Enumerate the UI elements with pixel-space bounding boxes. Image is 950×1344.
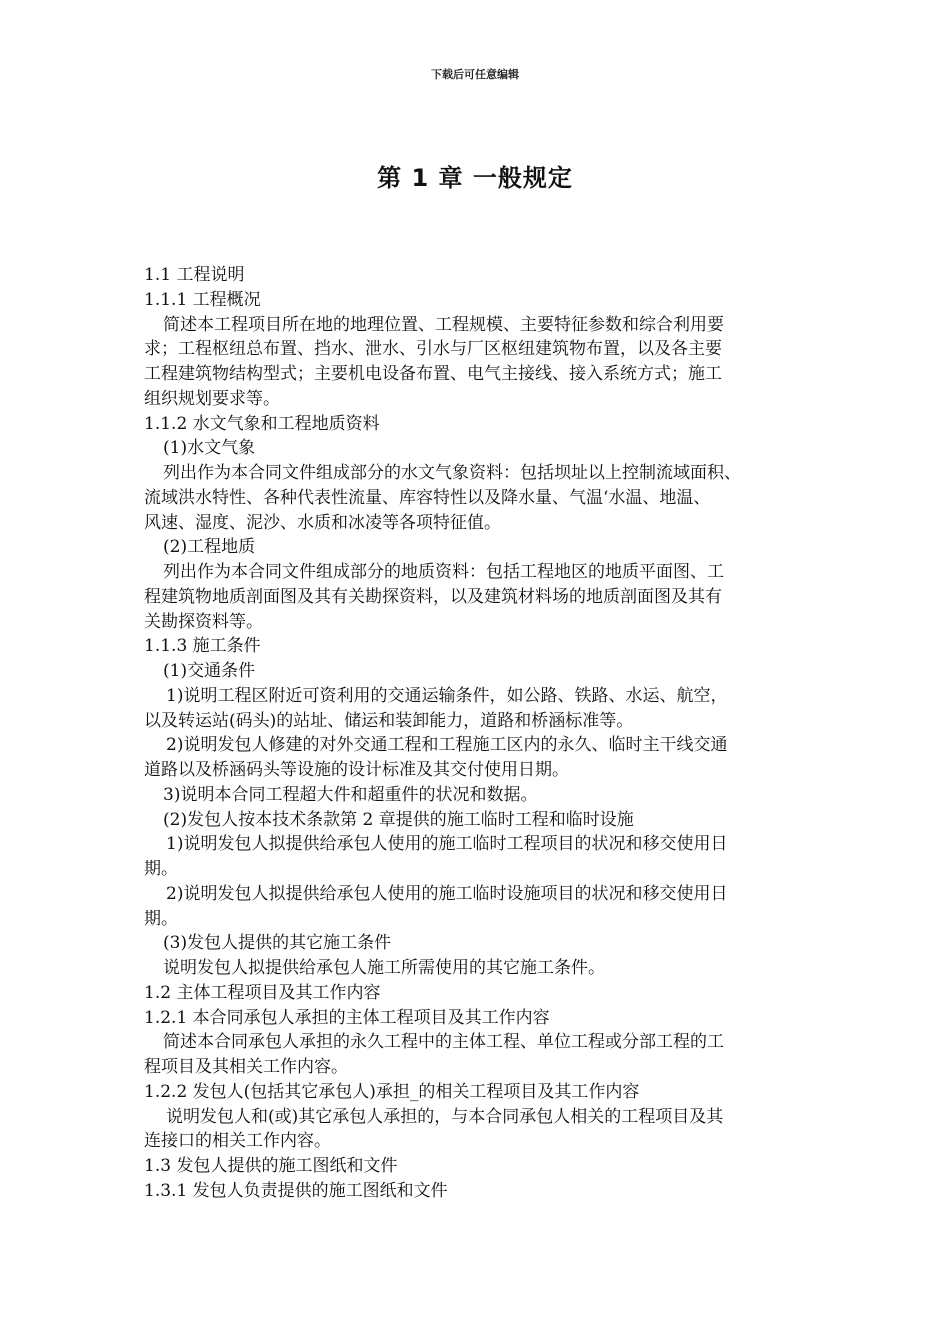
text-line: 期。 <box>144 908 178 929</box>
text-line: 2)说明发包人拟提供给承包人使用的施工临时设施项目的状况和移交使用日 <box>166 883 728 904</box>
text-line: 2)说明发包人修建的对外交通工程和工程施工区内的永久、临时主干线交通 <box>166 735 728 756</box>
text-line: 1.3 发包人提供的施工图纸和文件 <box>144 1156 398 1176</box>
text-line: 1)说明工程区附近可资利用的交通运输条件，如公路、铁路、水运、航空， <box>166 685 728 706</box>
text-line: 1.1.2 水文气象和工程地质资料 <box>144 413 380 434</box>
text-line: 1.1 工程说明 <box>144 265 245 285</box>
text-line: 1.3.1 发包人负责提供的施工图纸和文件 <box>144 1180 448 1201</box>
text-line: 1.2 主体工程项目及其工作内容 <box>144 982 381 1003</box>
text-line: 程项目及其相关工作内容。 <box>144 1057 348 1077</box>
text-line: 说明发包人和(或)其它承包人承担的，与本合同承包人相关的工程项目及其 <box>166 1106 724 1127</box>
text-line: 关勘探资料等。 <box>144 611 263 632</box>
text-line: 求；工程枢纽总布置、挡水、泄水、引水与厂区枢纽建筑物布置，以及各主要 <box>144 339 722 360</box>
text-line: 1)说明发包人拟提供给承包人使用的施工临时工程项目的状况和移交使用日 <box>166 834 728 855</box>
text-line: (1)水文气象 <box>163 438 256 459</box>
text-line: 简述本合同承包人承担的永久工程中的主体工程、单位工程或分部工程的工 <box>163 1032 724 1053</box>
text-line: 1.1.3 施工条件 <box>144 636 261 657</box>
text-line: 道路以及桥涵码头等设施的设计标准及其交付使用日期。 <box>144 760 569 780</box>
text-line: 1.2.1 本合同承包人承担的主体工程项目及其工作内容 <box>144 1007 550 1028</box>
text-line: 连接口的相关工作内容。 <box>144 1131 331 1152</box>
text-line: 期。 <box>144 859 178 879</box>
text-line: 1.1.1 工程概况 <box>144 289 261 310</box>
text-line: 列出作为本合同文件组成部分的水文气象资料：包括坝址以上控制流域面积、 <box>163 463 741 483</box>
text-line: (1)交通条件 <box>163 661 256 681</box>
text-line: (2)发包人按本技术条款第 2 章提供的施工临时工程和临时设施 <box>163 809 634 830</box>
text-line: 程建筑物地质剖面图及其有关勘探资料，以及建筑材料场的地质剖面图及其有 <box>144 586 722 607</box>
text-line: (2)工程地质 <box>163 537 256 558</box>
chapter-title: 第 1 章 一般规定 <box>377 164 573 192</box>
text-line: 说明发包人拟提供给承包人施工所需使用的其它施工条件。 <box>163 958 605 978</box>
text-line: 简述本工程项目所在地的地理位置、工程规模、主要特征参数和综合利用要 <box>163 314 724 335</box>
page-header-note: 下载后可任意编辑 <box>431 68 519 81</box>
text-line: (3)发包人提供的其它施工条件 <box>163 933 392 954</box>
text-line: 流域洪水特性、各种代表性流量、库容特性以及降水量、气温‘水温、地温、 <box>144 487 711 508</box>
text-line: 以及转运站(码头)的站址、储运和装卸能力，道路和桥涵标准等。 <box>144 710 634 731</box>
text-line: 风速、湿度、泥沙、水质和冰凌等各项特征值。 <box>144 512 501 533</box>
text-line: 组织规划要求等。 <box>144 388 280 409</box>
text-line: 1.2.2 发包人(包括其它承包人)承担_的相关工程项目及其工作内容 <box>144 1081 640 1102</box>
text-line: 列出作为本合同文件组成部分的地质资料：包括工程地区的地质平面图、工 <box>163 562 724 582</box>
text-line: 3)说明本合同工程超大件和超重件的状况和数据。 <box>163 784 538 805</box>
text-line: 工程建筑物结构型式；主要机电设备布置、电气主接线、接入系统方式；施工 <box>144 364 722 384</box>
document-body <box>144 263 834 1204</box>
